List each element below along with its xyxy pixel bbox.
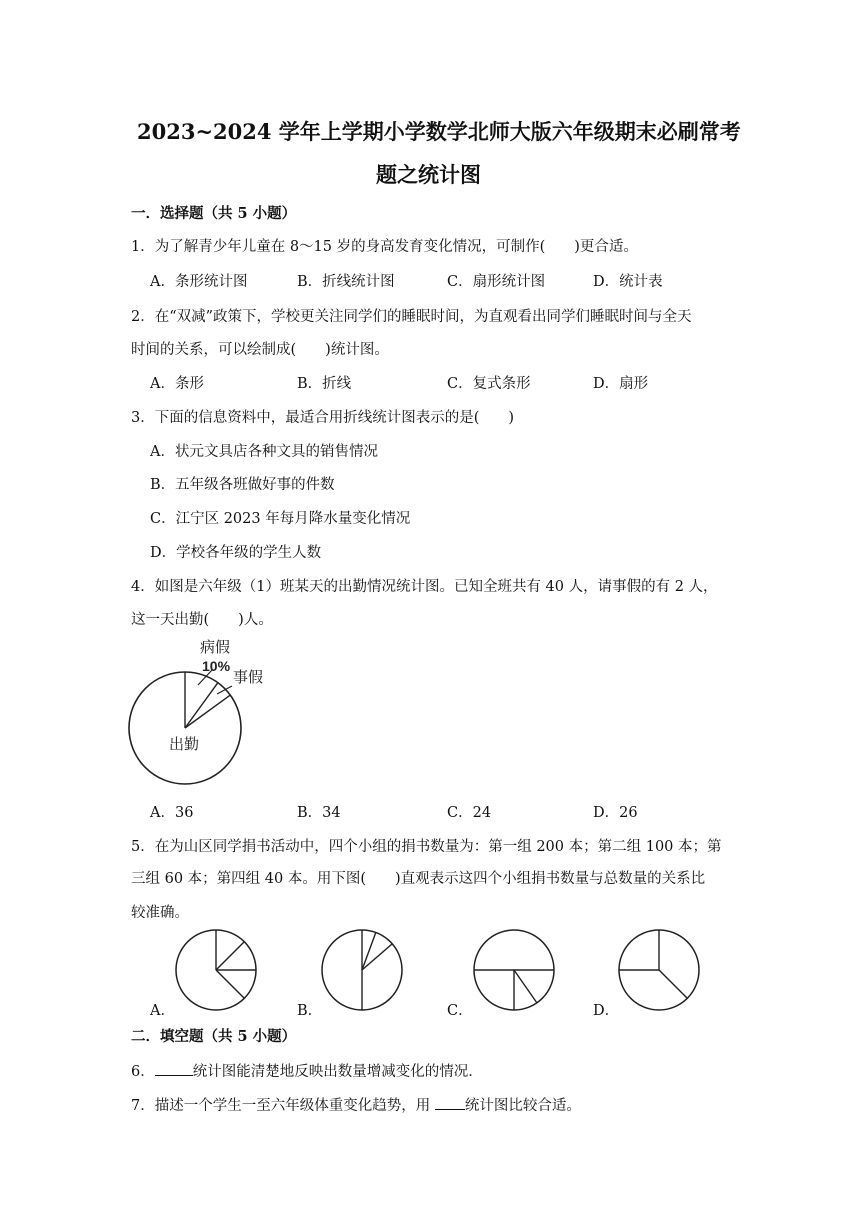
q2-option-a: A．条形: [150, 376, 204, 392]
pie-divider-2: [185, 683, 218, 728]
q1-option-d: D．统计表: [593, 274, 663, 290]
pie-label-present: 出勤: [169, 736, 200, 753]
q4-option-d: D．26: [593, 805, 638, 821]
question-6-text: 统计图能清楚地反映出数量增减变化的情况．: [192, 1064, 483, 1080]
pie-a-radius-2: [216, 942, 244, 970]
question-2-line2: 时间的关系，可以绘制成( )统计图。: [131, 342, 389, 358]
q3-option-a: A．状元文具店各种文具的销售情况: [150, 444, 378, 460]
question-3: 3．下面的信息资料中，最适合用折线统计图表示的是( ): [131, 410, 515, 426]
question-6: [131, 1060, 483, 1081]
q3-option-b: B．五年级各班做好事的件数: [150, 477, 335, 493]
question-7-text-end: 统计图比较合适。: [464, 1098, 581, 1114]
q1-option-b: B．折线统计图: [297, 274, 395, 290]
q5-option-c: C．: [447, 1003, 473, 1019]
question-6-number: 6．: [131, 1064, 155, 1080]
question-7-text: 7．描述一个学生一至六年级体重变化趋势，用: [131, 1098, 435, 1114]
pie-d-radius-3: [659, 970, 687, 998]
section-heading-choice: 一．选择题（共 5 小题）: [131, 205, 297, 222]
page-title-line1: 2023~2024 学年上学期小学数学北师大版六年级期末必刷常考: [137, 119, 741, 144]
question-7: [131, 1094, 581, 1115]
question-4-line2: 这一天出勤( )人。: [131, 612, 273, 628]
attendance-pie-chart: [120, 630, 320, 790]
q4-option-c: C．24: [447, 805, 492, 821]
q5-option-d: D．: [593, 1003, 620, 1019]
q2-option-d: D．扇形: [593, 376, 649, 392]
q5-option-a: A．: [150, 1003, 175, 1019]
q3-option-c: C．江宁区 2023 年每月降水量变化情况: [150, 511, 411, 527]
q1-option-c: C．扇形统计图: [447, 274, 546, 290]
question-5-line3: 较准确。: [131, 905, 189, 921]
question-5-line2: 三组 60 本；第四组 40 本。用下图( )直观表示这四个小组捐书数量与总数量的关系比: [131, 871, 706, 887]
q2-option-b: B．折线: [297, 376, 352, 392]
q5-option-pies: [0, 918, 860, 1028]
q6-answer-blank[interactable]: [155, 1061, 193, 1076]
q5-option-b: B．: [297, 1003, 323, 1019]
question-2-line1: 2．在“双减”政策下，学校更关注同学们的睡眠时间，为直观看出同学们睡眠时间与全天: [131, 309, 692, 325]
pie-c-radius-2: [514, 970, 537, 1003]
pie-label-personal: 事假: [233, 669, 264, 686]
q1-option-a: A．条形统计图: [150, 274, 248, 290]
question-1: 1．为了解青少年儿童在 8～15 岁的身高发育变化情况，可制作( )更合适。: [131, 239, 638, 255]
q7-answer-blank[interactable]: [435, 1095, 465, 1110]
question-5-line1: 5．在为山区同学捐书活动中，四个小组的捐书数量为：第一组 200 本；第二组 100 本；第: [131, 839, 722, 855]
q4-option-a: A．36: [150, 805, 194, 821]
q3-option-d: D．学校各年级的学生人数: [150, 545, 322, 561]
pie-label-sick: 病假: [200, 639, 231, 656]
section-heading-fill: 二．填空题（共 5 小题）: [131, 1028, 297, 1045]
pie-label-sick-pct: 10%: [202, 658, 231, 674]
pie-a-radius-4: [216, 970, 244, 998]
pie-divider-3: [185, 695, 230, 728]
page-title-line2: 题之统计图: [376, 162, 481, 187]
question-4-line1: 4．如图是六年级（1）班某天的出勤情况统计图。已知全班共有 40 人，请事假的有 2 人，: [131, 579, 718, 595]
q2-option-c: C．复式条形: [447, 376, 531, 392]
q4-option-b: B．34: [297, 805, 341, 821]
